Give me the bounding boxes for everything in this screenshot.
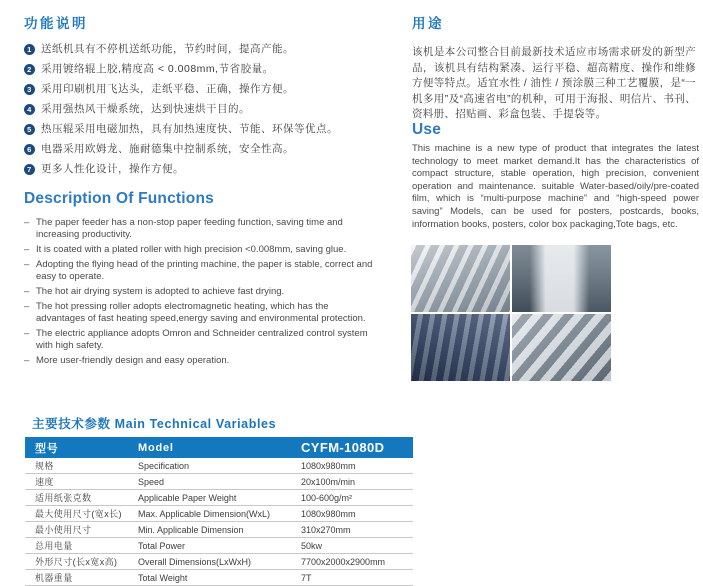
header-model-value: CYFM-1080D — [301, 440, 385, 455]
number-badge: 1 — [24, 44, 35, 55]
row-label-en: Total Weight — [138, 572, 188, 583]
function-list-item — [24, 163, 386, 176]
number-badge: 5 — [24, 124, 35, 135]
row-label-en: Specification — [138, 460, 190, 471]
function-description-title: 功能说明 — [24, 16, 88, 31]
number-badge: 7 — [24, 164, 35, 175]
function-list-text: 采用强热风干燥系统，达到快速烘干目的。 — [41, 103, 250, 115]
function-list-text: 电器采用欧姆龙、施耐德集中控制系统，安全性高。 — [41, 143, 294, 155]
function-description-section — [24, 12, 386, 183]
function-list-text: 采用镀络辊上胶,精度高 < 0.008mm,节省胶量。 — [41, 63, 274, 75]
row-value: 310x270mm — [301, 524, 351, 535]
machine-photo-grid — [411, 245, 611, 381]
english-description-text: – The paper feeder has a non-stop paper feeding function, saving time and increasing productivity. — [36, 217, 343, 241]
row-label-en: Min. Applicable Dimension — [138, 524, 244, 535]
function-list-text: 热压辊采用电磁加热，具有加热速度快、节能、环保等优点。 — [41, 123, 338, 135]
function-list-item — [24, 63, 386, 76]
function-list-text: 采用印刷机用飞达头，走纸平稳、正确，操作方便。 — [41, 83, 294, 95]
table-row — [25, 490, 413, 506]
row-label-cn: 最大使用尺寸(宽x长) — [35, 509, 122, 519]
english-description-text: – Adopting the flying head of the printing machine, the paper is stable, correct and easy to operate. — [36, 258, 373, 283]
usage-title: 用途 — [412, 16, 444, 31]
table-row — [25, 506, 413, 522]
row-label-cn: 机器重量 — [35, 573, 73, 583]
row-label-cn: 适用纸张克数 — [35, 493, 92, 503]
machine-photo-2 — [512, 245, 611, 312]
row-value: 7T — [301, 572, 312, 583]
row-label-en: Overall Dimensions(LxWxH) — [138, 556, 252, 567]
row-value: 7700x2000x2900mm — [301, 556, 386, 567]
usage-paragraph: 该机是本公司整合目前最新技术适应市场需求研发的新型产品，该机具有结构紧凑、运行平稳、超高精度、操作和维修方便等特点。适宜水性 / 油性 / 预涂膜三种工艺覆膜，是“一机多用”及“高速省电”的机种，可用于海报、明信片、书刊、资料册、招贴画、彩盒包装、手提袋等。 — [412, 46, 696, 120]
row-value: 20x100m/min — [301, 476, 356, 487]
english-description-item — [24, 217, 376, 242]
function-list-item — [24, 103, 386, 116]
english-description-section — [24, 190, 376, 370]
number-badge: 6 — [24, 144, 35, 155]
number-badge: 3 — [24, 84, 35, 95]
table-row — [25, 458, 413, 474]
english-description-list — [24, 217, 376, 367]
row-label-en: Applicable Paper Weight — [138, 492, 237, 503]
row-label-en: Total Power — [138, 540, 186, 551]
row-value: 1080x980mm — [301, 508, 356, 519]
english-description-item — [24, 301, 376, 326]
row-label-en: Max. Applicable Dimension(WxL) — [138, 508, 271, 519]
table-row — [25, 554, 413, 570]
use-paragraph: This machine is a new type of product that integrates the latest technology to meet market demand.It has the characteristics of compact structure, stable operation, high precision, convenient operation and maintenance. suitable Water-based/oily/pre-coated film, which is “multi-purpose machine” and “high-speed power saving” Models, can be used for posters, postcards, books, information books, posters, color box packaging,Tote bags, etc. — [412, 143, 699, 230]
row-label-en: Speed — [138, 476, 165, 487]
machine-photo-4 — [512, 314, 611, 381]
english-description-text: – It is coated with a plated roller with high precision <0.008mm, saving glue. — [36, 244, 347, 256]
tech-table-title: 主要技术参数 Main Technical Variables — [32, 417, 277, 431]
table-row — [25, 522, 413, 538]
english-description-text: – The electric appliance adopts Omron and Schneider centralized control system with high safety. — [36, 327, 368, 352]
function-list-item — [24, 143, 386, 156]
use-section — [412, 121, 699, 231]
tech-table-body — [25, 458, 413, 586]
function-list — [24, 43, 386, 176]
row-label-cn: 规格 — [35, 461, 54, 471]
machine-photo-3 — [411, 314, 510, 381]
number-badge: 2 — [24, 64, 35, 75]
table-row — [25, 474, 413, 490]
english-description-item — [24, 244, 376, 256]
row-label-cn: 速度 — [35, 477, 54, 487]
row-value: 50kw — [301, 540, 323, 551]
function-list-text: 送纸机具有不停机送纸功能，节约时间，提高产能。 — [41, 43, 294, 55]
tech-table-header-row — [25, 437, 413, 458]
table-row — [25, 538, 413, 554]
function-list-item — [24, 123, 386, 136]
english-description-text: – More user-friendly design and easy operation. — [36, 354, 230, 366]
row-value: 1080x980mm — [301, 460, 356, 471]
function-list-item — [24, 43, 386, 56]
usage-section — [412, 12, 696, 123]
function-list-text: 更多人性化设计，操作方便。 — [41, 163, 184, 175]
tech-table — [25, 437, 413, 586]
row-value: 100-600g/m² — [301, 492, 353, 503]
row-label-cn: 总用电量 — [35, 541, 73, 551]
machine-photo-1 — [411, 245, 510, 312]
number-badge: 4 — [24, 104, 35, 115]
english-description-title: Description Of Functions — [24, 190, 214, 207]
use-title: Use — [412, 121, 442, 138]
header-model-en: Model — [138, 441, 174, 454]
english-description-item — [24, 286, 376, 298]
english-description-item — [24, 355, 376, 367]
row-label-cn: 外形尺寸(长x宽x高) — [35, 557, 118, 567]
row-label-cn: 最小使用尺寸 — [35, 525, 92, 535]
english-description-text: – The hot pressing roller adopts electromagnetic heating, which has the advantages of fast heating speed,energy saving and environmental protection. — [36, 300, 366, 325]
english-description-text: – The hot air drying system is adopted to achieve fast drying. — [36, 285, 285, 297]
header-model-cn: 型号 — [35, 442, 59, 455]
english-description-item — [24, 328, 376, 353]
function-list-item — [24, 83, 386, 96]
english-description-item — [24, 259, 376, 284]
